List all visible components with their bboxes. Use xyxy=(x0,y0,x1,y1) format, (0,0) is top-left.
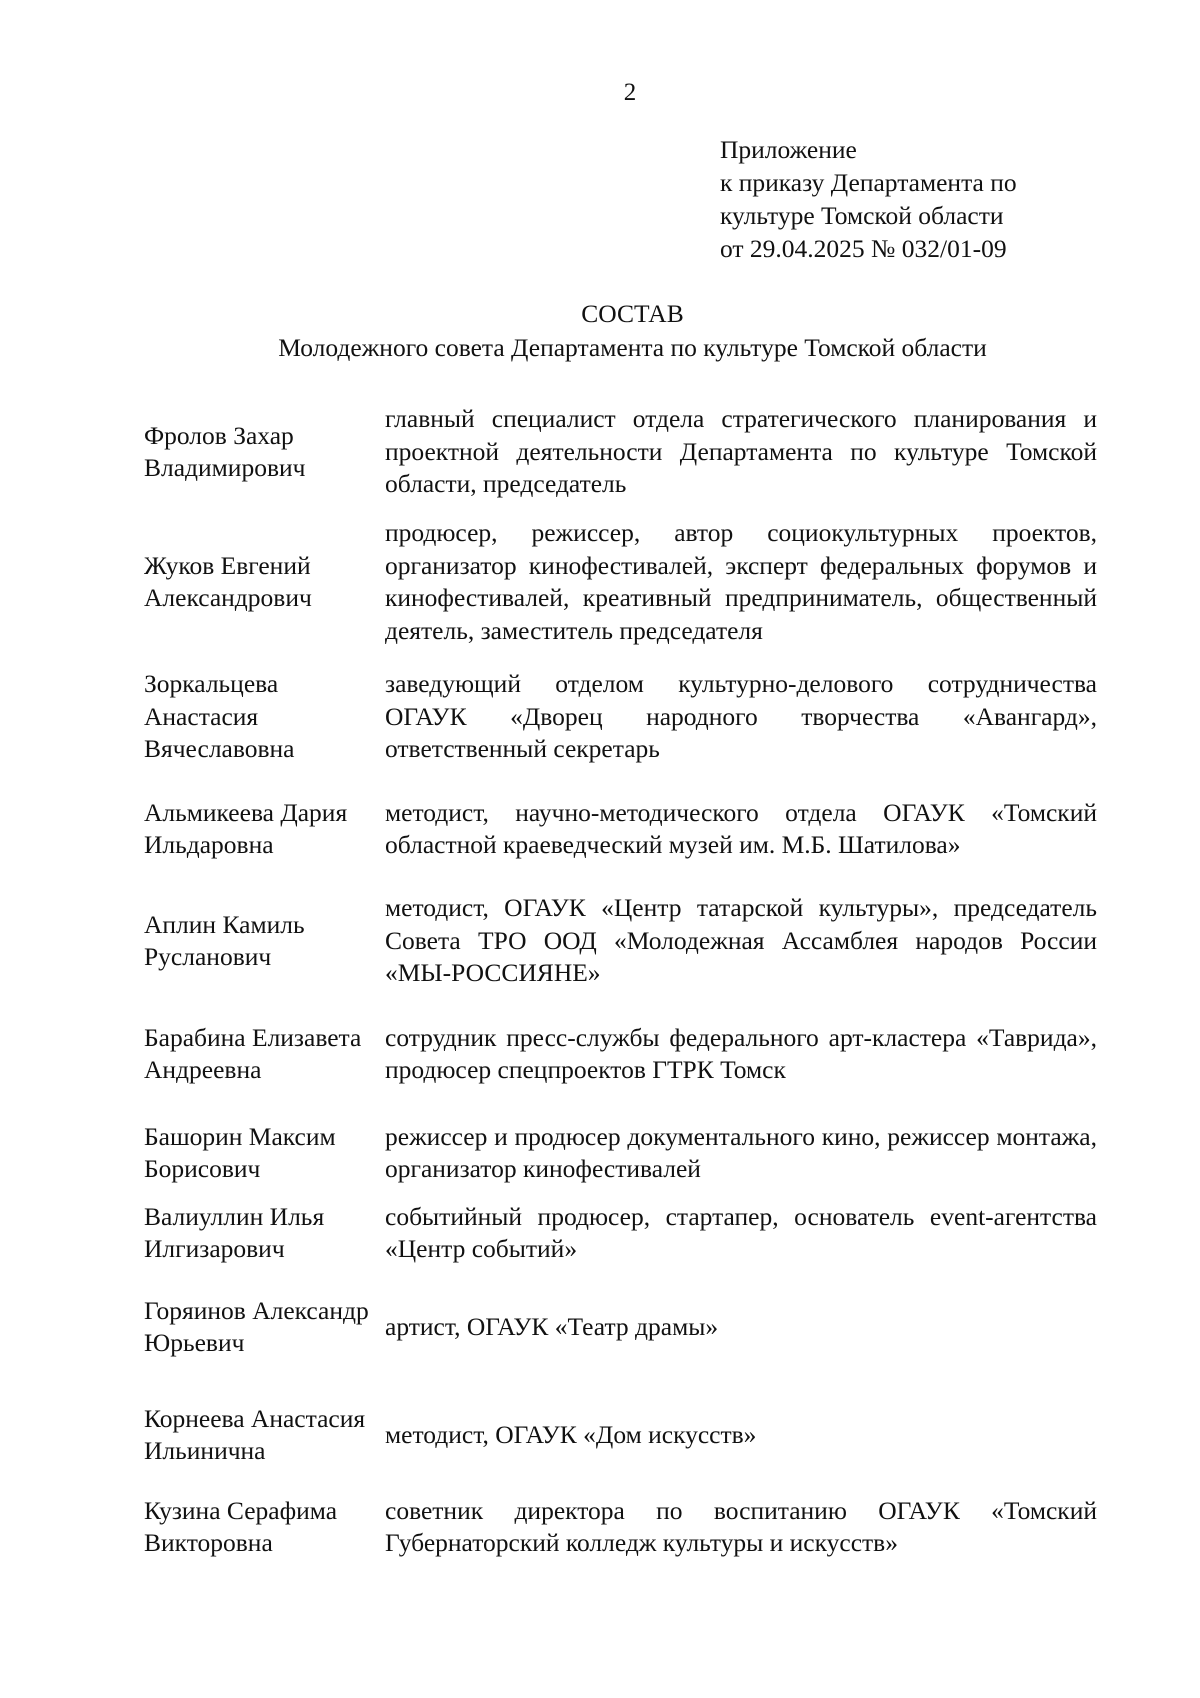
member-row xyxy=(144,995,1097,1113)
member-row xyxy=(144,1113,1097,1193)
document-subtitle: Молодежного совета Департамента по культуре Томской области xyxy=(278,333,987,362)
member-row xyxy=(144,1273,1097,1381)
appendix-line: от 29.04.2025 № 032/01-09 xyxy=(720,234,1007,263)
member-row xyxy=(144,887,1097,995)
member-name: Жуков Евгений Александрович xyxy=(144,550,312,612)
member-role: методист, ОГАУК «Дом искусств» xyxy=(385,1419,757,1449)
member-role: заведующий отделом культурно-делового сотрудничества ОГАУК «Дворец народного творчества «Авангард», ответственный секретарь xyxy=(385,669,1097,764)
member-row xyxy=(144,403,1097,501)
member-role: советник директора по воспитанию ОГАУК «Томский Губернаторский колледж культуры и искусств» xyxy=(385,1495,1097,1557)
appendix-line: Приложение xyxy=(720,135,857,164)
member-role: продюсер, режиссер, автор социокультурных проектов, организатор кинофестивалей, эксперт федеральных форумов и кинофестивалей, креативный предприниматель, общественный деятель, заместитель председателя xyxy=(385,518,1097,645)
appendix-line: к приказу Департамента по xyxy=(720,168,1017,197)
member-name: Башорин Максим Борисович xyxy=(144,1121,336,1183)
member-role: методист, ОГАУК «Центр татарской культуры», председатель Совета ТРО ООД «Молодежная Ассамблея народов России «МЫ-РОССИЯНЕ» xyxy=(385,893,1097,988)
member-role: режиссер и продюсер документального кино, режиссер монтажа, организатор кинофестивалей xyxy=(385,1121,1097,1183)
member-name: Горяинов Александр Юрьевич xyxy=(144,1295,369,1357)
member-name: Барабина Елизавета Андреевна xyxy=(144,1022,362,1084)
member-row xyxy=(144,1489,1097,1565)
member-row xyxy=(144,663,1097,771)
member-role: методист, научно-методического отдела ОГАУК «Томский областной краеведческий музей им. М.Б. Шатилова» xyxy=(385,797,1097,859)
member-name: Корнеева Анастасия Ильинична xyxy=(144,1403,366,1465)
member-name: Аплин Камиль Русланович xyxy=(144,909,305,971)
members-list xyxy=(144,403,1097,1565)
member-name: Альмикеева Дария Ильдаровна xyxy=(144,797,348,859)
member-name: Фролов Захар Владимирович xyxy=(144,420,306,482)
appendix-line: культуре Томской области xyxy=(720,201,1004,230)
member-role: главный специалист отдела стратегического планирования и проектной деятельности Департамента по культуре Томской области, председатель xyxy=(385,404,1097,499)
member-role: сотрудник пресс-службы федерального арт-кластера «Таврида», продюсер спецпроектов ГТРК Томск xyxy=(385,1022,1097,1084)
member-name: Валиуллин Илья Илгизарович xyxy=(144,1201,325,1263)
member-name: Зоркальцева Анастасия Вячеславовна xyxy=(144,669,295,764)
member-row xyxy=(144,501,1097,663)
page-number: 2 xyxy=(623,79,637,106)
appendix-block xyxy=(720,133,1100,265)
member-role: артист, ОГАУК «Театр драмы» xyxy=(385,1311,719,1341)
member-row xyxy=(144,1193,1097,1273)
member-name: Кузина Серафима Викторовна xyxy=(144,1495,338,1557)
member-row xyxy=(144,771,1097,887)
member-role: событийный продюсер, стартапер, основатель event-агентства «Центр событий» xyxy=(385,1201,1097,1263)
member-row xyxy=(144,1381,1097,1489)
document-title: СОСТАВ xyxy=(581,299,684,328)
